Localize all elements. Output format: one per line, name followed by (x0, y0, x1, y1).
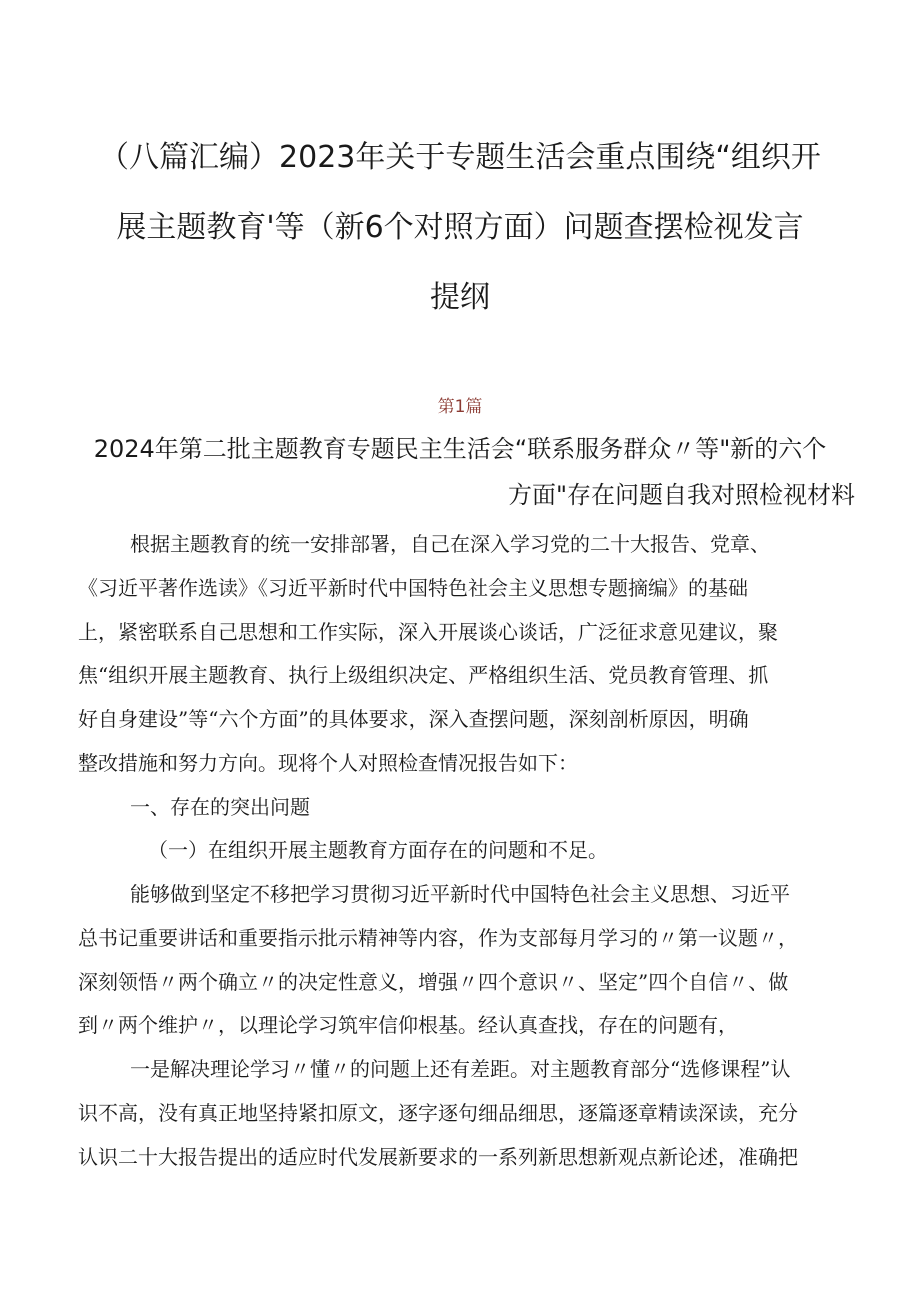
body-line-4: 焦“组织开展主题教育、执行上级组织决定、严格组织生活、党员教育管理、抓 (78, 663, 769, 687)
subtitle-line-2: 方面"存在问题自我对照检视材料 (507, 481, 855, 509)
body-line-12: 识不高，没有真正地坚持紧扣原文，逐字逐句细品细思，逐篇逐章精读深读，充分 (78, 1101, 798, 1125)
document-title-line-1: （八篇汇编）2023年关于专题生活会重点围绕“组织开 (99, 140, 821, 175)
body-line-1: 根据主题教育的统一安排部署，自己在深入学习党的二十大报告、党章、 (130, 532, 770, 556)
body-line-10: 到〃两个维护〃，以理论学习筑牢信仰根基。经认真查找，存在的问题有， (78, 1013, 738, 1037)
body-line-5: 好自身建设”等“六个方面”的具体要求，深入查摆问题，深刻剖析原因，明确 (78, 707, 749, 731)
document-title-line-2: 展主题教育'等（新6个对照方面）问题查摆检视发言 (116, 210, 804, 245)
subsection-heading-1: （一）在组织开展主题教育方面存在的问题和不足。 (148, 838, 608, 862)
subtitle-line-1: 2024年第二批主题教育专题民主生活会“联系服务群众〃等"新的六个 (93, 435, 827, 463)
body-line-11: 一是解决理论学习〃懂〃的问题上还有差距。对主题教育部分“选修课程”认 (130, 1057, 791, 1081)
chapter-label: 第1篇 (437, 397, 483, 417)
body-line-2: 《习近平著作选读》《习近平新时代中国特色社会主义思想专题摘编》的基础 (78, 576, 748, 600)
body-line-9: 深刻领悟〃两个确立〃的决定性意义，增强〃四个意识〃、坚定”四个自信〃、做 (78, 970, 789, 994)
body-line-13: 认识二十大报告提出的适应时代发展新要求的一系列新思想新观点新论述，准确把 (78, 1145, 798, 1169)
section-heading-1: 一、存在的突出问题 (130, 795, 310, 819)
body-line-6: 整改措施和努力方向。现将个人对照检查情况报告如下： (78, 751, 578, 775)
body-line-7: 能够做到坚定不移把学习贯彻习近平新时代中国特色社会主义思想、习近平 (130, 882, 790, 906)
document-title-line-3: 提纲 (430, 280, 490, 315)
body-line-8: 总书记重要讲话和重要指示批示精神等内容，作为支部每月学习的〃第一议题〃， (78, 926, 798, 950)
body-line-3: 上，紧密联系自己思想和工作实际，深入开展谈心谈话，广泛征求意见建议，聚 (78, 620, 778, 644)
